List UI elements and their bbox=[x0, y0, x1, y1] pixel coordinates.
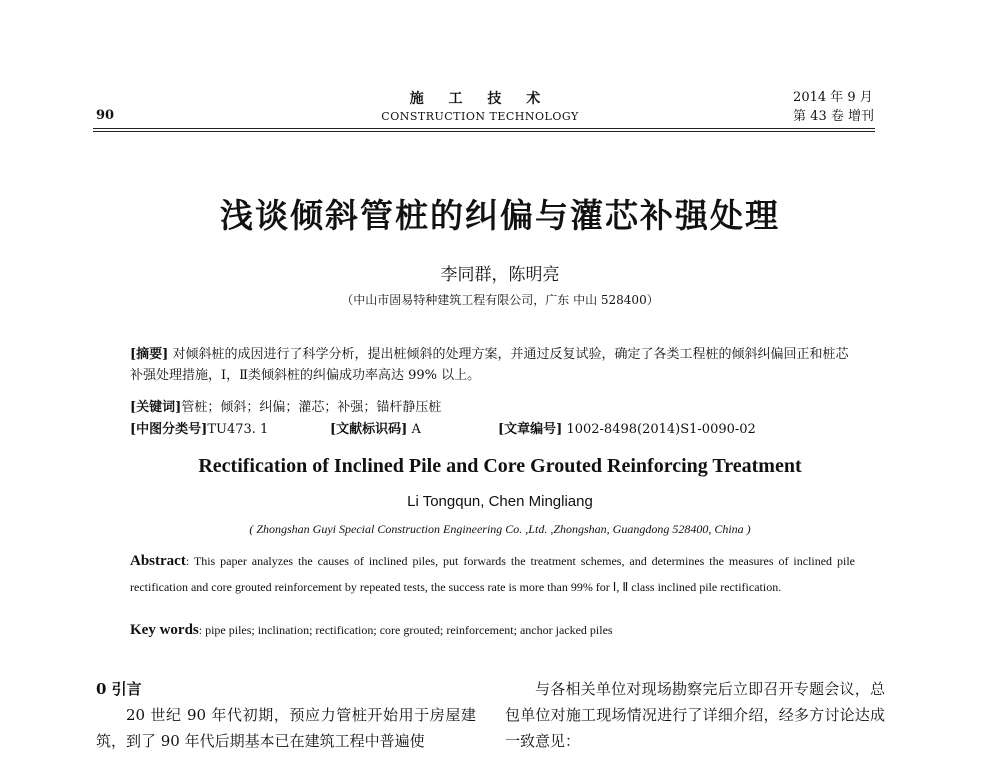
abstract-label-en: Abstract bbox=[130, 553, 186, 569]
issue-volume: 第 43 卷 增刊 bbox=[793, 109, 874, 124]
abstract-text-en: : This paper analyzes the causes of inclined piles, put forwards the treatment schemes, and determines the measures of inclined pile rectification and core grouted reinforcement by repeated tests, the success rate is more than 99% for Ⅰ, Ⅱ class inclined pile rectification. bbox=[130, 554, 855, 594]
header-rule-thin bbox=[93, 131, 875, 132]
abstract-label-cn: [摘要] bbox=[130, 347, 169, 362]
running-header bbox=[370, 88, 590, 123]
article-title-cn: 浅谈倾斜管桩的纠偏与灌芯补强处理 bbox=[220, 196, 780, 235]
section-heading-intro: 0 引言 bbox=[96, 680, 142, 698]
keywords-en bbox=[130, 622, 855, 639]
article-no-label: [文章编号] bbox=[498, 422, 563, 437]
abstract-text-cn: 对倾斜桩的成因进行了科学分析，提出桩倾斜的处理方案，并通过反复试验，确定了各类工程桩的倾斜纠偏回正和桩芯补强处理措施，Ⅰ，Ⅱ类倾斜桩的纠偏成功率高达 99% 以上。 bbox=[130, 347, 849, 383]
issue-date: 2014 年 9 月 bbox=[793, 90, 873, 105]
issue-info bbox=[793, 88, 874, 126]
clc-value: TU473. 1 bbox=[207, 422, 269, 437]
keywords-label-en: Key words bbox=[130, 622, 199, 638]
clc-label: [中图分类号] bbox=[130, 422, 208, 437]
page-number: 90 bbox=[96, 108, 115, 123]
body-column-right: 与各相关单位对现场勘察完后立即召开专题会议，总包单位对施工现场情况进行了详细介绍，经多方讨论达成一致意见： bbox=[505, 680, 885, 750]
body-column-left: 20 世纪 90 年代初期，预应力管桩开始用于房屋建筑，到了 90 年代后期基本已在建筑工程中普遍使 bbox=[96, 706, 476, 750]
abstract-en bbox=[130, 548, 855, 600]
doc-code-value: A bbox=[411, 422, 421, 437]
keywords-label-cn: [关键词] bbox=[130, 400, 182, 415]
keywords-text-cn: 管桩；倾斜；纠偏；灌芯；补强；锚杆静压桩 bbox=[181, 400, 442, 415]
authors-cn: 李同群，陈明亮 bbox=[440, 265, 560, 285]
authors-en: Li Tongqun, Chen Mingliang bbox=[407, 493, 593, 510]
journal-title-en: CONSTRUCTION TECHNOLOGY bbox=[381, 110, 579, 123]
header-rule-thick bbox=[93, 128, 875, 129]
article-title-en: Rectification of Inclined Pile and Core Grouted Reinforcing Treatment bbox=[198, 455, 802, 477]
doc-code-label: [文献标识码] bbox=[330, 422, 408, 437]
journal-title-cn: 施 工 技 术 bbox=[409, 91, 551, 107]
article-no-value: 1002-8498(2014)S1-0090-02 bbox=[566, 422, 756, 437]
keywords-text-en: : pipe piles; inclination; rectification; core grouted; reinforcement; anchor jacked piles bbox=[198, 623, 613, 637]
keywords-cn bbox=[130, 396, 441, 415]
affiliation-en: ( Zhongshan Guyi Special Construction Engineering Co. ,Ltd. ,Zhongshan, Guangdong 528400, China ) bbox=[249, 522, 751, 536]
abstract-cn bbox=[130, 344, 860, 386]
affiliation-cn: （中山市固易特种建筑工程有限公司，广东 中山 528400） bbox=[341, 293, 659, 307]
